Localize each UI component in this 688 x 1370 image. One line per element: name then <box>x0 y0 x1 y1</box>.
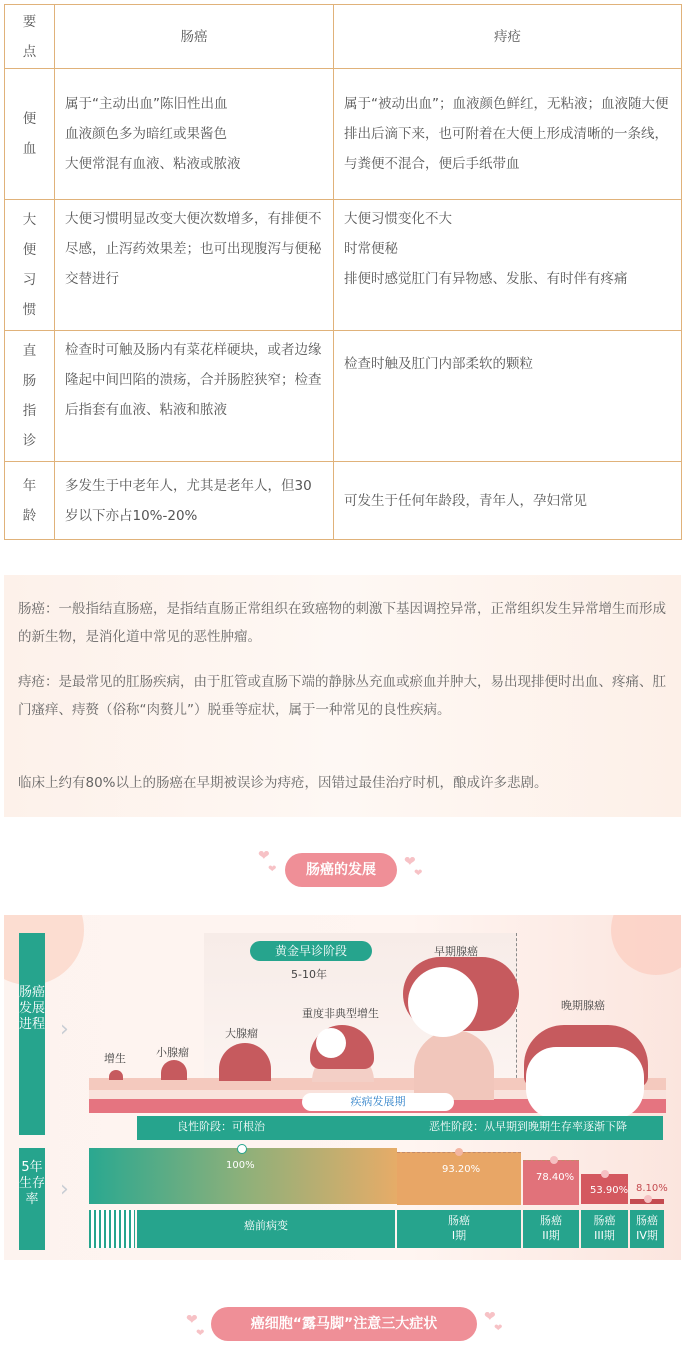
colon-cancer-progression-infographic <box>4 915 681 1260</box>
phase-bar <box>137 1116 663 1140</box>
survival-value: 78.40% <box>536 1172 575 1183</box>
header-hemorrhoid: 痔疮 <box>334 5 682 69</box>
development-period-pill: 疾病发展期 <box>302 1093 454 1111</box>
early-cancer-stalk <box>414 1030 494 1100</box>
heart-icon: ❤ <box>268 864 277 875</box>
survival-value: 100% <box>226 1160 255 1171</box>
definitions-box <box>4 575 681 817</box>
table-row <box>5 331 682 462</box>
row-key: 便血 <box>5 69 55 200</box>
bottom-stage-1: 肠癌 I期 <box>397 1210 521 1248</box>
survival-value: 93.20% <box>442 1164 481 1175</box>
header-key: 要点 <box>5 5 55 69</box>
colon-cell: 属于“主动出血”陈旧性出血 血液颜色多为暗红或果酱色 大便常混有血液、粘液或脓液 <box>55 69 334 200</box>
survival-value: 53.90% <box>590 1185 629 1196</box>
survival-side-label: 5年生存率 <box>19 1148 45 1250</box>
hemorrhoid-definition: 痔疮：是最常见的肛肠疾病，由于肛管或直肠下端的静脉丛充血或瘀血并肿大，易出现排便时出血、疼痛、肛门瘙痒、痔赘（俗称“肉赘儿”）脱垂等症状，属于一种常见的良性疾病。 <box>18 674 666 718</box>
progress-side-label: 肠癌发展进程 <box>19 933 45 1135</box>
survival-marker <box>455 1148 463 1156</box>
row-key: 大便习惯 <box>5 200 55 331</box>
stage-label-hyperplasia: 增生 <box>104 1052 126 1065</box>
stage-label-late-cancer: 晚期腺癌 <box>561 999 605 1012</box>
row-key: 年龄 <box>5 462 55 540</box>
chevron-right-icon: › <box>60 1177 69 1202</box>
small-adenoma-bump <box>161 1060 187 1080</box>
hyperplasia-bump <box>109 1070 123 1080</box>
bottom-stage-precancer: 癌前病变 <box>137 1210 395 1248</box>
table-row <box>5 462 682 540</box>
bottom-stage-2: 肠癌 II期 <box>523 1210 579 1248</box>
row-key: 直肠指诊 <box>5 331 55 462</box>
stage-label-large-adenoma: 大腺瘤 <box>225 1027 258 1040</box>
table-row <box>5 69 682 200</box>
survival-bar-precancer <box>89 1148 397 1204</box>
early-cancer-cells <box>408 967 478 1037</box>
stage-label-early-cancer: 早期腺癌 <box>434 945 478 958</box>
bottom-stage-4: 肠癌 IV期 <box>630 1210 664 1248</box>
hemorrhoid-cell: 检查时触及肛门内部柔软的颗粒 <box>334 331 682 462</box>
bottom-stage-3: 肠癌 III期 <box>581 1210 628 1248</box>
heart-icon: ❤ <box>484 1309 496 1325</box>
heart-icon: ❤ <box>258 848 270 864</box>
section-title-development: 肠癌的发展 <box>285 853 397 887</box>
colon-cell: 检查时可触及肠内有菜花样硬块，或者边缘隆起中间凹陷的溃疡，合并肠腔狭窄；检查后指套有血液、粘液和脓液 <box>55 331 334 462</box>
colon-cell: 大便习惯明显改变大便次数增多，有排便不尽感，止泻药效果差；也可出现腹泻与便秘交替进行 <box>55 200 334 331</box>
heart-icon: ❤ <box>186 1312 198 1328</box>
survival-marker <box>644 1195 652 1203</box>
table-row <box>5 200 682 331</box>
comparison-table <box>4 4 682 540</box>
survival-marker <box>550 1156 558 1164</box>
survival-bar-stage1 <box>397 1152 521 1205</box>
hemorrhoid-cell: 可发生于任何年龄段，青年人，孕妇常见 <box>334 462 682 540</box>
survival-marker <box>601 1170 609 1178</box>
benign-phase-label: 良性阶段：可根治 <box>177 1120 265 1133</box>
golden-window-badge: 黄金早诊阶段 <box>250 941 372 961</box>
late-cancer-cells <box>526 1047 644 1119</box>
header-colon-cancer: 肠癌 <box>55 5 334 69</box>
corner-decoration <box>611 915 681 975</box>
chevron-right-icon: › <box>60 1017 69 1042</box>
survival-marker <box>237 1144 247 1154</box>
stage-label-small-adenoma: 小腺瘤 <box>156 1046 189 1059</box>
stage-label-dysplasia: 重度非典型增生 <box>302 1007 379 1020</box>
misdiagnosis-note: 临床上约有80%以上的肠癌在早期被误诊为痔疮，因错过最佳治疗时机，酿成许多悲剧。 <box>18 775 548 791</box>
heart-icon: ❤ <box>404 854 416 870</box>
hemorrhoid-cell: 大便习惯变化不大 时常便秘 排便时感觉肛门有异物感、发胀、有时伴有疼痛 <box>334 200 682 331</box>
hatched-lead <box>89 1210 135 1248</box>
table-header-row <box>5 5 682 69</box>
heart-icon: ❤ <box>196 1328 205 1339</box>
heart-icon: ❤ <box>414 868 423 879</box>
colon-cell: 多发生于中老年人，尤其是老年人，但30岁以下亦占10%-20% <box>55 462 334 540</box>
section-title-symptoms: 癌细胞“露马脚”注意三大症状 <box>211 1307 477 1341</box>
hemorrhoid-cell: 属于“被动出血”；血液颜色鲜红，无粘液；血液随大便排出后滴下来，也可附着在大便上形成清晰的一条线，与粪便不混合，便后手纸带血 <box>334 69 682 200</box>
malignant-phase-label: 恶性阶段：从早期到晚期生存率逐渐下降 <box>429 1120 627 1133</box>
dysplasia-cells <box>316 1028 346 1058</box>
survival-value: 8.10% <box>636 1183 668 1194</box>
heart-icon: ❤ <box>494 1323 503 1334</box>
colon-cancer-definition: 肠癌：一般指结直肠癌，是指结直肠正常组织在致癌物的刺激下基因调控异常，正常组织发生异常增生而形成的新生物，是消化道中常见的恶性肿瘤。 <box>18 601 666 645</box>
golden-window-years: 5-10年 <box>291 968 327 981</box>
